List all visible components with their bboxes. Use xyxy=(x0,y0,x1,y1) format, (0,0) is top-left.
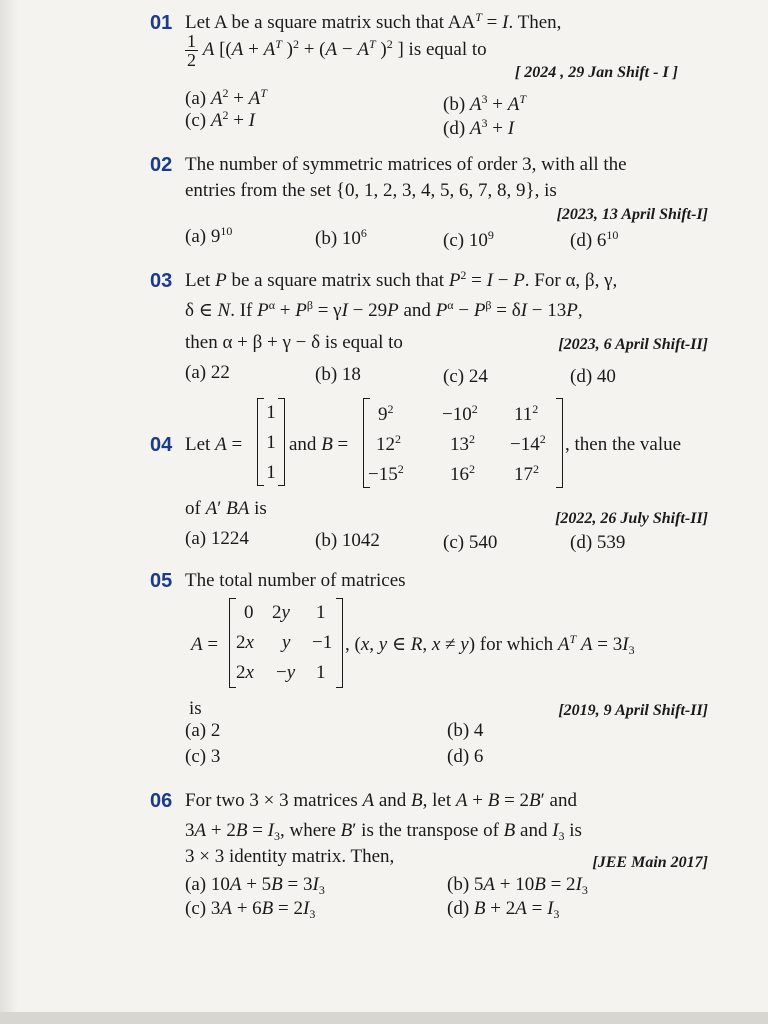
option-a: (a) $9^{10}$ xyxy=(185,224,233,247)
question-text-condition: , (x, y ∈ R, x ≠ y) for which $A^T$ $A = 3I_3$ xyxy=(345,632,635,657)
option-b: (b) $5A + 10B = 2I_3$ xyxy=(447,874,588,897)
source-tag: [2023, 6 April Shift-II] xyxy=(558,336,708,353)
question-number: 02 xyxy=(150,154,173,176)
question-04 xyxy=(150,396,708,556)
question-number: 01 xyxy=(150,12,173,34)
option-c: (c) $10^9$ xyxy=(443,228,494,251)
question-text-line1: For two 3 × 3 matrices A and B, let A + B = 2B′ and xyxy=(185,790,577,811)
source-tag: [2019, 9 April Shift-II] xyxy=(558,702,708,719)
question-text-line3: then α + β + γ − δ is equal to xyxy=(185,332,403,353)
matrix-a: 1 1 1 xyxy=(257,398,285,486)
question-text-line1: The number of symmetric matrices of order 3, with all the xyxy=(185,154,627,175)
question-text-line3: 3 × 3 identity matrix. Then, xyxy=(185,846,395,867)
matrix-b: $9^2$ $-10^2$ $11^2$ $12^2$ $13^2$ $-14^2$ $-15^2$ $16^2$ $17^2$ xyxy=(363,398,563,488)
question-number: 04 xyxy=(150,434,173,456)
option-a: (a) 2 xyxy=(185,720,221,741)
page-edge-shadow xyxy=(0,0,18,1024)
option-b: (b) 4 xyxy=(447,720,484,741)
question-text-line2: entries from the set {0, 1, 2, 3, 4, 5, 6, 7, 8, 9}, is xyxy=(185,180,557,201)
option-c: (c) $A^2 + I$ xyxy=(185,108,255,131)
option-d: (d) 6 xyxy=(447,746,484,767)
option-a: (a) 1224 xyxy=(185,528,249,549)
question-text: Let A be a square matrix such that $AA^T = I$. Then, xyxy=(185,10,562,33)
source-tag: [JEE Main 2017] xyxy=(592,854,708,871)
option-a: (a) $A^2 + A^T$ xyxy=(185,86,267,109)
question-text-line2: δ ∈ N. If $P^\alpha + P^\beta = \gamma I - 29P$ and $P^\alpha - P^\beta = \delta I - 13P$, xyxy=(185,298,583,321)
question-02 xyxy=(150,150,708,260)
question-number: 05 xyxy=(150,570,173,592)
source-tag: [ 2024 , 29 Jan Shift - I ] xyxy=(514,64,678,81)
question-expression: $\frac{1}{2}$ A [($A + A^T$ )$^2 + (A - A^T$ )$^2$ ] is equal to xyxy=(187,31,487,70)
question-text-line2: $3A + 2B = I_3$, where B′ is the transpose of B and $I_3$ is xyxy=(185,820,582,843)
option-c: (c) $3A + 6B = 2I_3$ xyxy=(185,898,316,921)
question-text-line1: The total number of matrices xyxy=(185,570,406,591)
option-c: (c) 3 xyxy=(185,746,221,767)
question-text-line3: is xyxy=(189,698,202,719)
question-text-line1: Let P be a square matrix such that $P^2 = I - P$. For α, β, γ, xyxy=(185,268,618,291)
option-b: (b) 1042 xyxy=(315,530,380,551)
question-05 xyxy=(150,566,708,776)
question-text-mid: and B = xyxy=(289,434,349,455)
option-b: (b) 18 xyxy=(315,364,361,385)
question-text-end: , then the value xyxy=(565,434,682,455)
question-number: 06 xyxy=(150,790,173,812)
page-bottom-edge xyxy=(0,1012,768,1024)
option-c: (c) 540 xyxy=(443,532,498,553)
question-06 xyxy=(150,786,708,926)
question-number: 03 xyxy=(150,270,173,292)
matrix-a: 0 2y 1 2x y −1 2x −y 1 xyxy=(229,598,343,688)
matrix-lead: A = xyxy=(191,634,219,655)
option-b: (b) $10^6$ xyxy=(315,226,367,249)
option-b: (b) $A^3 + A^T$ xyxy=(443,92,527,115)
option-a: (a) $10A + 5B = 3I_3$ xyxy=(185,874,325,897)
question-text-lead: Let A = xyxy=(185,434,243,455)
option-d: (d) 539 xyxy=(570,532,626,553)
option-a: (a) 22 xyxy=(185,362,230,383)
source-tag: [2023, 13 April Shift-I] xyxy=(556,206,708,223)
option-d: (d) $6^{10}$ xyxy=(570,228,619,251)
option-c: (c) 24 xyxy=(443,366,488,387)
question-text-line2: of A′ BA is xyxy=(185,498,267,519)
question-03 xyxy=(150,266,708,386)
option-d: (d) $B + 2A = I_3$ xyxy=(447,898,560,921)
option-d: (d) $A^3 + I$ xyxy=(443,116,515,139)
source-tag: [2022, 26 July Shift-II] xyxy=(555,510,708,527)
option-d: (d) 40 xyxy=(570,366,616,387)
question-01 xyxy=(150,8,708,138)
